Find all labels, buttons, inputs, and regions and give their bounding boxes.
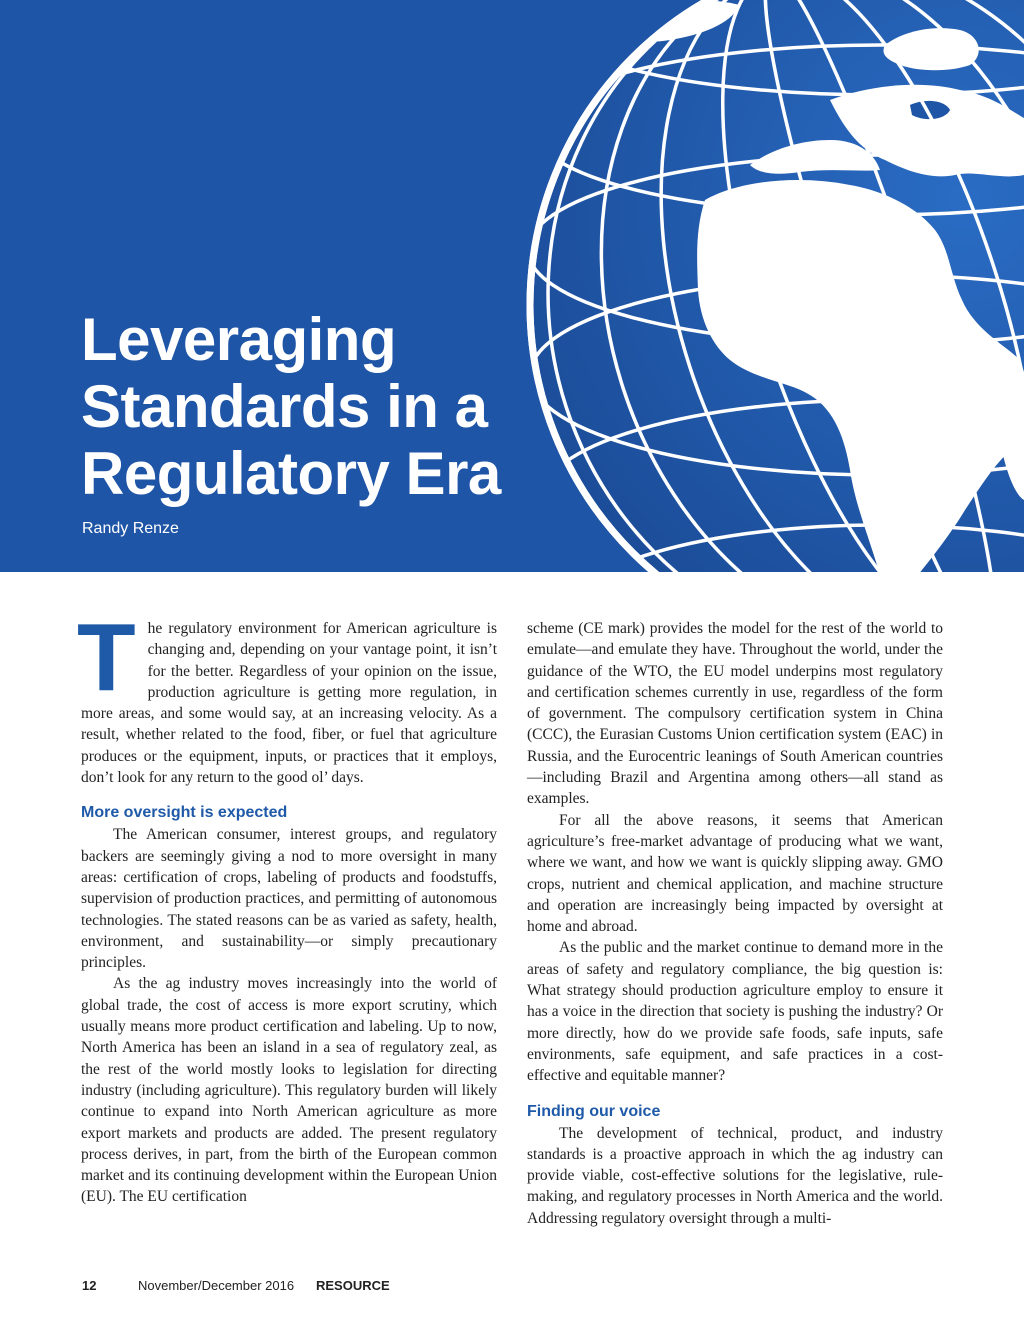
right-column (527, 618, 943, 1229)
page-footer (82, 1278, 390, 1293)
left-column (77, 604, 497, 1208)
subheading-finding-voice: Finding our voice (527, 1102, 661, 1120)
body-paragraph: As the ag industry moves increasingly into the world of global trade, the cost of access is more export scrutiny, which usually means more product certification and labeling. Up to now, North America has been an island in a sea of regulatory zeal, as the rest of the world mostly looks to legislation for directing industry (including agriculture). This regulatory burden will likely continue to expand into North American agriculture as more export markets and products are added. The present regulatory process derives, in part, from the birth of the European common market and its continuing development within the European Union (EU). The EU certification (81, 975, 497, 1206)
body-paragraph: scheme (CE mark) provides the model for the rest of the world to emulate—and emulate they have. Throughout the world, under the guidance of the WTO, the EU model underpins most regulatory and certification schemes currently in use, regardless of the form of government. The compulsory certification system in China (CCC), the Eurasian Customs Union certification system (EAC) in Russia, and the Eurocentric leanings of South American countries—including Brazil and Argentina among others—all stand as examples. (527, 620, 943, 808)
body-paragraph: The American consumer, interest groups, and regulatory backers are seemingly giving a nod to more oversight in many areas: certification of crops, labeling of products and foodstuffs, supervision of production practices, and permitting of autonomous technologies. The stated reasons can be as varied as safety, health, environment, and sustainability—or simply precautionary principles. (81, 826, 497, 972)
drop-cap: T (77, 604, 136, 711)
intro-paragraph (77, 604, 497, 788)
title-line-2: Standards in a (81, 373, 488, 440)
subheading-more-oversight: More oversight is expected (81, 804, 288, 822)
body-paragraph: As the public and the market continue to demand more in the areas of safety and regulatory compliance, the big question is: What strategy should production agriculture employ to ensure it has a voice in the direction that society is pushing the industry? Or more directly, how do we provide safe foods, safe inputs, safe environments, safe equipment, and safe practices in a cost-effective and equitable manner? (527, 939, 943, 1085)
intro-text: he regulatory environment for American agriculture is changing and, depending on your vantage point, it isn’t for the better. Regardless of your opinion on the issue, production agriculture is getting more regulation, in more areas, and some would say, at an increasing velocity. As a result, whether related to the food, fiber, or fuel that agriculture produces or the equipment, inputs, or practices that it employs, don’t look for any return to the good ol’ days. (81, 620, 497, 787)
article-title (81, 306, 501, 507)
hero-banner (0, 0, 1024, 572)
page-number: 12 (82, 1278, 97, 1293)
author-byline: Randy Renze (82, 520, 179, 537)
issue-date: November/December 2016 (138, 1278, 295, 1293)
body-paragraph: The development of technical, product, and industry standards is a proactive approach in which the ag industry can provide viable, cost-effective solutions for the legislative, rule-making, and regulatory processes in North America and the world. Addressing regulatory oversight through a multi- (527, 1124, 943, 1227)
title-line-3: Regulatory Era (81, 440, 501, 507)
magazine-name: RESOURCE (316, 1278, 390, 1293)
body-paragraph: For all the above reasons, it seems that American agriculture’s free-market advantage of producing what we want, where we want, and how we want is quickly slipping away. GMO crops, nutrient and chemical application, and machine structure and operation are increasingly being impacted by oversight at home and abroad. (527, 811, 943, 936)
title-line-1: Leveraging (81, 306, 397, 373)
